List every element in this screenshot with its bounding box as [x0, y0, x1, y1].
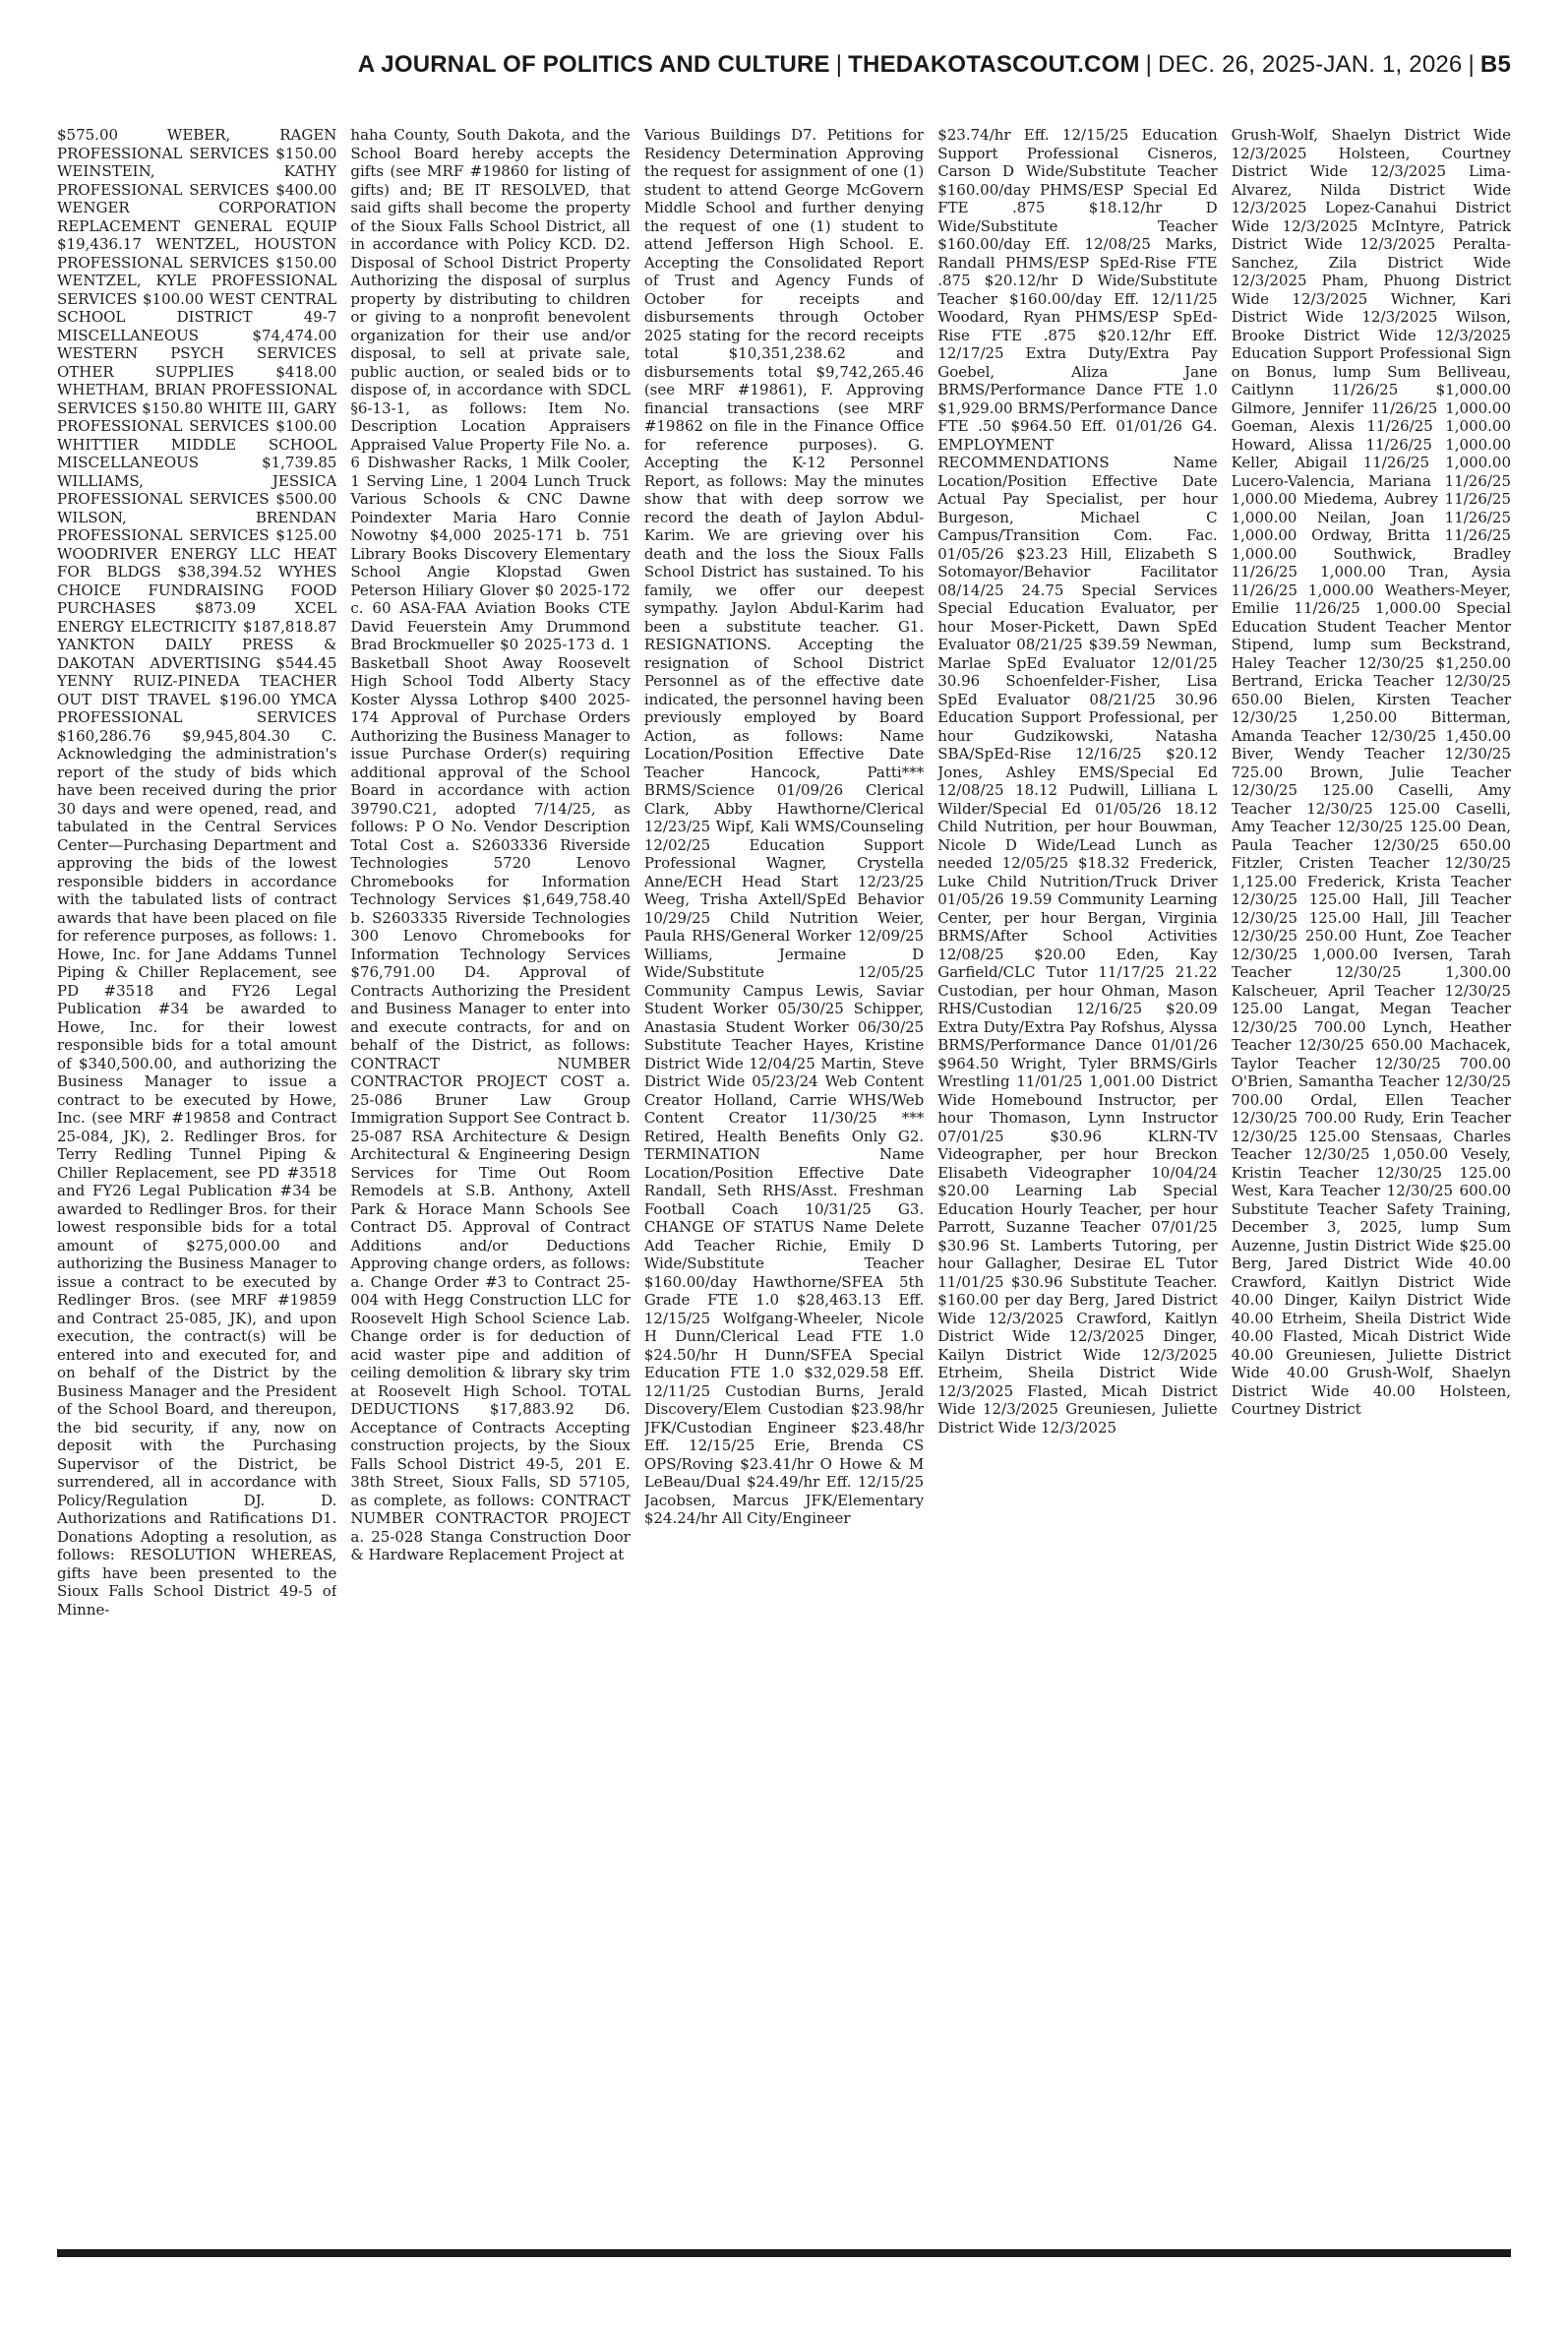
column-text: $575.00 WEBER, RAGEN PROFESSIONAL SERVICES $150.00 WEINSTEIN, KATHY PROFESSIONAL SERVICES $400.00 WENGER CORPORATION REPLACEMENT GENERAL EQUIP $19,436.17 WENTZEL, HOUSTON PROFESSIONAL SERVICES $150.00 WENTZEL, KYLE PROFESSIONAL SERVICES $100.00 WEST CENTRAL SCHOOL DISTRICT 49-7 MISCELLANEOUS $74,474.00 WESTERN PSYCH SERVICES OTHER SUPPLIES $418.00 WHETHAM, BRIAN PROFESSIONAL SERVICES $150.80 WHITE III, GARY PROFESSIONAL SERVICES $100.00 WHITTIER MIDDLE SCHOOL MISCELLANEOUS $1,739.85 WILLIAMS, JESSICA PROFESSIONAL SERVICES $500.00 WILSON, BRENDAN PROFESSIONAL SERVICES $125.00 WOODRIVER ENERGY LLC HEAT FOR BLDGS $38,394.52 WYHES CHOICE FUNDRAISING FOOD PURCHASES $873.09 XCEL ENERGY ELECTRICITY $187,818.87 YANKTON DAILY PRESS & DAKOTAN ADVERTISING $544.45 YENNY RUIZ-PINEDA TEACHER OUT DIST TRAVEL $196.00 YMCA PROFESSIONAL SERVICES $160,286.76 $9,945,804.30 C. Acknowledging the administration's report of the study of bids which have been received during the prior 30 days and were opened, read, and tabulated in the Central Services Center—Purchasing Department and approving the bids of the lowest responsible bidders in accordance with the tabulated lists of contract awards that have been placed on file for reference purposes, as follows: 1. Howe, Inc. for Jane Addams Tunnel Piping & Chiller Replacement, see PD #3518 and FY26 Legal Publication #34 be awarded to Howe, Inc. for their lowest responsible bids for a total amount of $340,500.00, and authorizing the Business Manager to issue a contract to be executed by Howe, Inc. (see MRF #19858 and Contract 25-084, JK), 2. Redlinger Bros. for Terry Redling Tunnel Piping & Chiller Replacement, see PD #3518 and FY26 Legal Publication #34 be awarded to Redlinger Bros. for their lowest responsible bids for a total amount of $275,000.00 and authorizing the Business Manager to issue a contract to be executed by Redlinger Bros. (see MRF #19859 and Contract 25-085, JK), and upon execution, the contract(s) will be entered into and executed for, and on behalf of the District by the Business Manager and the President of the School Board, and thereupon, the bid security, if any, now on deposit with the Purchasing Supervisor of the District, be surrendered, all in accordance with Policy/Regulation DJ. D. Authorizations and Ratifications D1. Donations Adopting a resolution, as follows: RESOLUTION WHEREAS, gifts have been presented to the Sioux Falls School District 49-5 of Minne-	[57, 126, 337, 1619]
column-text: haha County, South Dakota, and the School Board hereby accepts the gifts (see MRF #19860 for listing of gifts) and; BE IT RESOLVED, that said gifts shall become the property of the Sioux Falls School District, all in accordance with Policy KCD. D2. Disposal of School District Property Authorizing the disposal of surplus property by distributing to children or giving to a nonprofit benevolent organization for their use and/or disposal, to sell at private sale, public auction, or sealed bids or to dispose of, in accordance with SDCL §6-13-1, as follows: Item No. Description Location Appraisers Appraised Value Property File No. a. 6 Dishwasher Racks, 1 Milk Cooler, 1 Serving Line, 1 2004 Lunch Truck Various Schools & CNC Dawne Poindexter Maria Haro Connie Nowotny $4,000 2025-171 b. 751 Library Books Discovery Elementary School Angie Klopstad Gwen Peterson Hiliary Glover $0 2025-172 c. 60 ASA-FAA Aviation Books CTE David Feuerstein Amy Drummond Brad Brockmueller $0 2025-173 d. 1 Basketball Shoot Away Roosevelt High School Todd Alberty Stacy Koster Alyssa Lothrop $400 2025-174 Approval of Purchase Orders Authorizing the Business Manager to issue Purchase Order(s) requiring additional approval of the School Board in accordance with action 39790.C21, adopted 7/14/25, as follows: P O No. Vendor Description Total Cost a. S2603336 Riverside Technologies 5720 Lenovo Chromebooks for Information Technology Services $1,649,758.40 b. S2603335 Riverside Technologies 300 Lenovo Chromebooks for Information Technology Services $76,791.00 D4. Approval of Contracts Authorizing the President and Business Manager to enter into and execute contracts, for and on behalf of the District, as follows: CONTRACT NUMBER CONTRACTOR PROJECT COST a. 25-086 Bruner Law Group Immigration Support See Contract b. 25-087 RSA Architecture & Design Architectural & Engineering Design Services for Time Out Room Remodels at S.B. Anthony, Axtell Park & Horace Mann Schools See Contract D5. Approval of Contract Additions and/or Deductions Approving change orders, as follows: a. Change Order #3 to Contract 25-004 with Hegg Construction LLC for Roosevelt High School Science Lab. Change order is for deduction of acid waster pipe and addition of ceiling demolition & library sky trim at Roosevelt High School. TOTAL DEDUCTIONS $17,883.92 D6. Acceptance of Contracts Accepting construction projects, by the Sioux Falls School District 49-5, 201 E. 38th Street, Sioux Falls, SD 57105, as complete, as follows: CONTRACT NUMBER CONTRACTOR PROJECT a. 25-028 Stanga Construction Door & Hardware Replacement Project at	[350, 126, 631, 1563]
column-4	[937, 126, 1217, 2241]
column-1	[57, 126, 336, 2241]
column-3	[644, 126, 924, 2241]
site-name: THEDAKOTASCOUT.COM	[848, 51, 1140, 78]
column-2	[350, 126, 630, 2241]
column-text: Grush-Wolf, Shaelyn District Wide 12/3/2025 Holsteen, Courtney District Wide 12/3/2025 Lima-Alvarez, Nilda District Wide 12/3/2025 Lopez-Canahui District Wide 12/3/2025 McIntyre, Patrick District Wide 12/3/2025 Peralta-Sanchez, Zila District Wide 12/3/2025 Pham, Phuong District Wide 12/3/2025 Wichner, Kari District Wide 12/3/2025 Wilson, Brooke District Wide 12/3/2025 Education Support Professional Sign on Bonus, lump Sum Belliveau, Caitlynn 11/26/25 $1,000.00 Gilmore, Jennifer 11/26/25 1,000.00 Goeman, Alexis 11/26/25 1,000.00 Howard, Alissa 11/26/25 1,000.00 Keller, Abigail 11/26/25 1,000.00 Lucero-Valencia, Mariana 11/26/25 1,000.00 Miedema, Aubrey 11/26/25 1,000.00 Neilan, Joan 11/26/25 1,000.00 Ordway, Britta 11/26/25 1,000.00 Southwick, Bradley 11/26/25 1,000.00 Tran, Aysia 11/26/25 1,000.00 Weathers-Meyer, Emilie 11/26/25 1,000.00 Special Education Student Teacher Mentor Stipend, lump sum Beckstrand, Haley Teacher 12/30/25 $1,250.00 Bertrand, Ericka Teacher 12/30/25 650.00 Bielen, Kirsten Teacher 12/30/25 1,250.00 Bitterman, Amanda Teacher 12/30/25 1,450.00 Biver, Wendy Teacher 12/30/25 725.00 Brown, Julie Teacher 12/30/25 125.00 Caselli, Amy Teacher 12/30/25 125.00 Caselli, Amy Teacher 12/30/25 125.00 Dean, Paula Teacher 12/30/25 650.00 Fitzler, Cristen Teacher 12/30/25 1,125.00 Frederick, Krista Teacher 12/30/25 125.00 Hall, Jill Teacher 12/30/25 125.00 Hall, Jill Teacher 12/30/25 250.00 Hunt, Zoe Teacher 12/30/25 1,000.00 Iversen, Tarah Teacher 12/30/25 1,300.00 Kalscheuer, April Teacher 12/30/25 125.00 Langat, Megan Teacher 12/30/25 700.00 Lynch, Heather Teacher 12/30/25 650.00 Machacek, Taylor Teacher 12/30/25 700.00 O'Brien, Samantha Teacher 12/30/25 700.00 Ordal, Ellen Teacher 12/30/25 700.00 Rudy, Erin Teacher 12/30/25 125.00 Stensaas, Charles Teacher 12/30/25 1,050.00 Vesely, Kristin Teacher 12/30/25 125.00 West, Kara Teacher 12/30/25 600.00 Substitute Teacher Safety Training, December 3, 2025, lump Sum Auzenne, Justin District Wide $25.00 Berg, Jared District Wide 40.00 Crawford, Kaitlyn District Wide 40.00 Dinger, Kailyn District Wide 40.00 Etrheim, Sheila District Wide 40.00 Flasted, Micah District Wide 40.00 Greuniesen, Juliette District Wide 40.00 Grush-Wolf, Shaelyn District Wide 40.00 Holsteen, Courtney District	[1231, 126, 1512, 1418]
column-text: $23.74/hr Eff. 12/15/25 Education Support Professional Cisneros, Carson D Wide/Substitute Teacher $160.00/day PHMS/ESP Special Ed FTE .875 $18.12/hr D Wide/Substitute Teacher $160.00/day Eff. 12/08/25 Marks, Randall PHMS/ESP SpEd-Rise FTE .875 $20.12/hr D Wide/Substitute Teacher $160.00/day Eff. 12/11/25 Woodard, Ryan PHMS/ESP SpEd-Rise FTE .875 $20.12/hr Eff. 12/17/25 Extra Duty/Extra Pay Goebel, Aliza Jane BRMS/Performance Dance FTE 1.0 $1,929.00 BRMS/Performance Dance FTE .50 $964.50 Eff. 01/01/26 G4. EMPLOYMENT RECOMMENDATIONS Name Location/Position Effective Date Actual Pay Specialist, per hour Burgeson, Michael C Campus/Transition Com. Fac. 01/05/26 $23.23 Hill, Elizabeth S Sotomayor/Behavior Facilitator 08/14/25 24.75 Special Services Special Education Evaluator, per hour Moser-Pickett, Dawn SpEd Evaluator 08/21/25 $39.59 Newman, Marlae SpEd Evaluator 12/01/25 30.96 Schoenfelder-Fisher, Lisa SpEd Evaluator 08/21/25 30.96 Education Support Professional, per hour Gudzikowski, Natasha SBA/SpEd-Rise 12/16/25 $20.12 Jones, Ashley EMS/Special Ed 12/08/25 18.12 Pudwill, Lilliana L Wilder/Special Ed 01/05/26 18.12 Child Nutrition, per hour Bouwman, Nicole D Wide/Lead Lunch as needed 12/05/25 $18.32 Frederick, Luke Child Nutrition/Truck Driver 01/05/26 19.59 Community Learning Center, per hour Bergan, Virginia BRMS/After School Activities 12/08/25 $20.00 Eden, Kay Garfield/CLC Tutor 11/17/25 21.22 Custodian, per hour Ohman, Mason RHS/Custodian 12/16/25 $20.09 Extra Duty/Extra Pay Rofshus, Alyssa BRMS/Performance Dance 01/01/26 $964.50 Wright, Tyler BRMS/Girls Wrestling 11/01/25 1,001.00 District Wide Homebound Instructor, per hour Thomason, Lynn Instructor 07/01/25 $30.96 KLRN-TV Videographer, per hour Breckon Elisabeth Videographer 10/04/24 $20.00 Learning Lab Special Education Hourly Teacher, per hour Parrott, Suzanne Teacher 07/01/25 $30.96 St. Lamberts Tutoring, per hour Gallagher, Desirae EL Tutor 11/01/25 $30.96 Substitute Teacher. $160.00 per day Berg, Jared District Wide 12/3/2025 Crawford, Kaitlyn District Wide 12/3/2025 Dinger, Kailyn District Wide 12/3/2025 Etrheim, Sheila District Wide 12/3/2025 Flasted, Micah District Wide 12/3/2025 Greuniesen, Juliette District Wide 12/3/2025	[937, 126, 1218, 1437]
bottom-rule	[57, 2249, 1511, 2257]
journal-tagline: A JOURNAL OF POLITICS AND CULTURE	[357, 51, 830, 78]
page-number: B5	[1479, 51, 1511, 78]
article-columns	[57, 126, 1511, 2241]
issue-date: DEC. 26, 2025-JAN. 1, 2026	[1158, 51, 1463, 78]
column-5	[1232, 126, 1511, 2241]
page-header: A JOURNAL OF POLITICS AND CULTURE | THEDAKOTASCOUT.COM | DEC. 26, 2025-JAN. 1, 2026 | B5	[357, 51, 1511, 78]
column-text: Various Buildings D7. Petitions for Residency Determination Approving the request for assignment of one (1) student to attend George McGovern Middle School and further denying the request of one (1) student to attend Jefferson High School. E. Accepting the Consolidated Report of Trust and Agency Funds of October for receipts and disbursements through October 2025 stating for the record receipts total $10,351,238.62 and disbursements total $9,742,265.46 (see MRF #19861), F. Approving financial transactions (see MRF #19862 on file in the Finance Office for reference purposes). G. Accepting the K-12 Personnel Report, as follows: May the minutes show that with deep sorrow we record the death of Jaylon Abdul-Karim. We are grieving over his death and the loss the Sioux Falls School District has sustained. To his family, we offer our deepest sympathy. Jaylon Abdul-Karim had been a substitute teacher. G1. RESIGNATIONS. Accepting the resignation of School District Personnel as of the effective date indicated, the personnel having been previously employed by Board Action, as follows: Name Location/Position Effective Date Teacher Hancock, Patti*** BRMS/Science 01/09/26 Clerical Clark, Abby Hawthorne/Clerical 12/23/25 Wipf, Kali WMS/Counseling 12/02/25 Education Support Professional Wagner, Crystella Anne/ECH Head Start 12/23/25 Weeg, Trisha Axtell/SpEd Behavior 10/29/25 Child Nutrition Weier, Paula RHS/General Worker 12/09/25 Williams, Jermaine D Wide/Substitute 12/05/25 Community Campus Lewis, Saviar Student Worker 05/30/25 Schipper, Anastasia Student Worker 06/30/25 Substitute Teacher Hayes, Kristine District Wide 12/04/25 Martin, Steve District Wide 05/23/24 Web Content Creator Holland, Carrie WHS/Web Content Creator 11/30/25 *** Retired, Health Benefits Only G2. TERMINATION Name Location/Position Effective Date Randall, Seth RHS/Asst. Freshman Football Coach 10/31/25 G3. CHANGE OF STATUS Name Delete Add Teacher Richie, Emily D Wide/Substitute Teacher $160.00/day Hawthorne/SFEA 5th Grade FTE 1.0 $28,463.13 Eff. 12/15/25 Wolfgang-Wheeler, Nicole H Dunn/Clerical Lead FTE 1.0 $24.50/hr H Dunn/SFEA Special Education FTE 1.0 $32,029.58 Eff. 12/11/25 Custodian Burns, Jerald Discovery/Elem Custodian $23.98/hr JFK/Custodian Engineer $23.48/hr Eff. 12/15/25 Erie, Brenda CS OPS/Roving $23.41/hr O Howe & M LeBeau/Dual $24.49/hr Eff. 12/15/25 Jacobsen, Marcus JFK/Elementary $24.24/hr All City/Engineer	[643, 126, 925, 1527]
